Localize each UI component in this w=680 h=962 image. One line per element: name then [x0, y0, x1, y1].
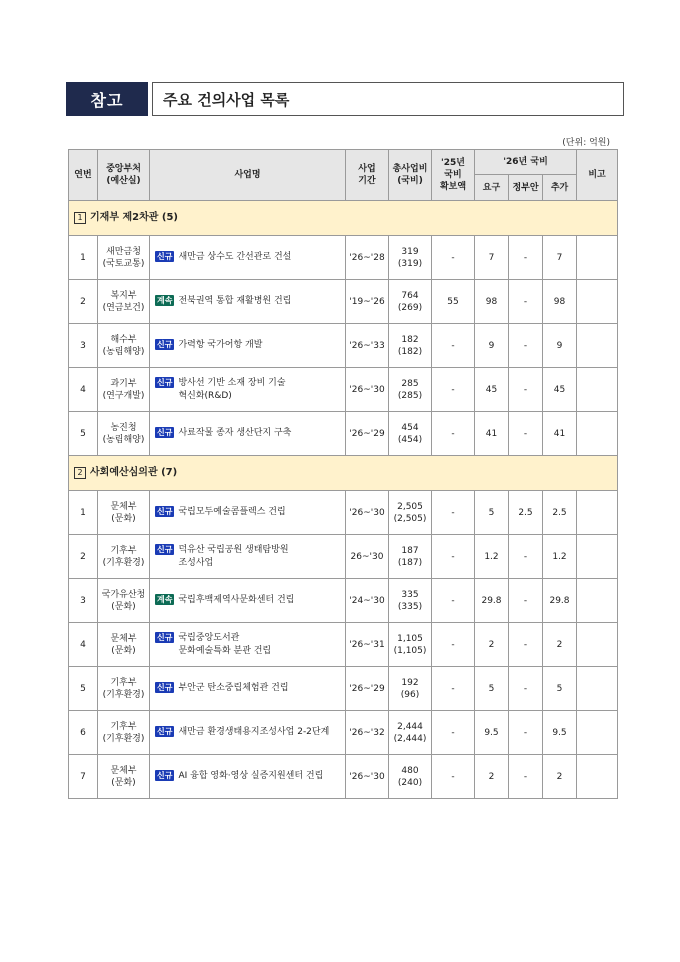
- col-no: 연번: [69, 150, 98, 201]
- cell-no: 6: [69, 711, 98, 755]
- cell-y26-req: 5: [475, 491, 509, 535]
- cell-y25: -: [432, 491, 475, 535]
- table-row: [69, 236, 618, 280]
- cell-y25: -: [432, 236, 475, 280]
- project-status-badge: 신규: [157, 252, 173, 261]
- project-table: [68, 149, 618, 799]
- table-row: [69, 711, 618, 755]
- project-status-badge: 신규: [157, 377, 173, 387]
- cell-note: [577, 368, 618, 412]
- cell-note: [577, 667, 618, 711]
- cell-y26-add: 7: [543, 236, 577, 280]
- project-name: 전북권역 통합 재활병원 건립: [178, 296, 292, 306]
- cell-note: [577, 755, 618, 799]
- table-row: [69, 579, 618, 623]
- cell-y26-add: 1.2: [543, 535, 577, 579]
- cell-ministry: 복지부 (연금보건): [98, 280, 150, 324]
- project-status-badge: 신규: [157, 507, 173, 516]
- cell-y26-req: 45: [475, 368, 509, 412]
- cell-ministry: 농진청 (농림해양): [98, 412, 150, 456]
- cell-no: 2: [69, 535, 98, 579]
- project-status-badge: 계속: [157, 296, 173, 305]
- cell-period: '26~'30: [346, 755, 389, 799]
- cell-total: 454 (454): [389, 412, 432, 456]
- cell-note: [577, 236, 618, 280]
- section-title-cell: [69, 201, 618, 236]
- cell-no: 7: [69, 755, 98, 799]
- cell-y26-req: 2: [475, 755, 509, 799]
- cell-ministry: 기후부 (기후환경): [98, 711, 150, 755]
- cell-total: 192 (96): [389, 667, 432, 711]
- cell-ministry: 해수부 (농림해양): [98, 324, 150, 368]
- reference-tag: 참고: [66, 82, 148, 116]
- cell-period: '26~'28: [346, 236, 389, 280]
- cell-y26-add: 2: [543, 623, 577, 667]
- cell-y26-gov: 2.5: [509, 491, 543, 535]
- cell-name: [150, 368, 346, 412]
- cell-y26-req: 29.8: [475, 579, 509, 623]
- cell-y25: -: [432, 579, 475, 623]
- table-row: [69, 491, 618, 535]
- cell-y26-add: 2.5: [543, 491, 577, 535]
- project-name: 사료작물 종자 생산단지 구축: [178, 428, 292, 438]
- document-header: [66, 82, 624, 116]
- cell-y26-req: 98: [475, 280, 509, 324]
- cell-period: '26~'33: [346, 324, 389, 368]
- cell-y26-add: 45: [543, 368, 577, 412]
- cell-period: '26~'30: [346, 491, 389, 535]
- cell-y25: -: [432, 535, 475, 579]
- cell-name: [150, 535, 346, 579]
- cell-note: [577, 535, 618, 579]
- project-name-line2: 조성사업: [178, 557, 214, 568]
- cell-name: [150, 324, 346, 368]
- cell-y26-req: 41: [475, 412, 509, 456]
- col-note: 비고: [577, 150, 618, 201]
- project-name: AI 융합 영화·영상 실증지원센터 건립: [178, 771, 324, 781]
- cell-total: 182 (182): [389, 324, 432, 368]
- project-status-badge: 신규: [157, 632, 173, 642]
- cell-no: 5: [69, 667, 98, 711]
- project-name: 새만금 상수도 간선관로 건설: [178, 252, 292, 262]
- cell-y26-gov: -: [509, 623, 543, 667]
- cell-y26-req: 9.5: [475, 711, 509, 755]
- cell-y26-add: 9.5: [543, 711, 577, 755]
- cell-name: [150, 491, 346, 535]
- project-name: 국립모두예술콤플렉스 건립: [178, 507, 286, 517]
- project-name: 방사선 기반 소재 장비 기술: [178, 377, 286, 388]
- col-y26: '26년 국비: [475, 150, 577, 175]
- cell-y26-req: 5: [475, 667, 509, 711]
- section-row: [69, 456, 618, 491]
- cell-name: [150, 579, 346, 623]
- table-row: [69, 623, 618, 667]
- cell-period: '26~'29: [346, 412, 389, 456]
- cell-ministry: 기후부 (기후환경): [98, 667, 150, 711]
- cell-total: 764 (269): [389, 280, 432, 324]
- cell-y26-add: 98: [543, 280, 577, 324]
- cell-period: '26~'31: [346, 623, 389, 667]
- cell-total: 2,505 (2,505): [389, 491, 432, 535]
- cell-note: [577, 623, 618, 667]
- table-row: [69, 412, 618, 456]
- cell-note: [577, 412, 618, 456]
- cell-y26-gov: -: [509, 755, 543, 799]
- cell-period: '26~'32: [346, 711, 389, 755]
- project-status-badge: 신규: [157, 727, 173, 736]
- cell-total: 2,444 (2,444): [389, 711, 432, 755]
- cell-y26-gov: -: [509, 535, 543, 579]
- project-name: 덕유산 국립공원 생태탐방원: [178, 544, 289, 555]
- cell-name: [150, 280, 346, 324]
- project-status-badge: 신규: [157, 340, 173, 349]
- cell-y25: -: [432, 368, 475, 412]
- cell-ministry: 과기부 (연구개발): [98, 368, 150, 412]
- cell-period: '24~'30: [346, 579, 389, 623]
- project-name-line2: 문화예술특화 분관 건립: [178, 645, 272, 656]
- cell-y25: -: [432, 755, 475, 799]
- cell-y26-add: 9: [543, 324, 577, 368]
- cell-no: 3: [69, 324, 98, 368]
- table-row: [69, 755, 618, 799]
- col-ministry: 중앙부처 (예산실): [98, 150, 150, 201]
- cell-period: '26~'30: [346, 368, 389, 412]
- cell-y26-req: 9: [475, 324, 509, 368]
- project-name: 부안군 탄소중립체험관 건립: [178, 683, 289, 693]
- cell-y26-add: 41: [543, 412, 577, 456]
- cell-no: 5: [69, 412, 98, 456]
- cell-note: [577, 280, 618, 324]
- cell-y26-gov: -: [509, 667, 543, 711]
- table-row: [69, 368, 618, 412]
- cell-ministry: 문체부 (문화): [98, 623, 150, 667]
- cell-no: 1: [69, 236, 98, 280]
- cell-total: 335 (335): [389, 579, 432, 623]
- project-name: 국립후백제역사문화센터 건립: [178, 595, 295, 605]
- col-period: 사업 기간: [346, 150, 389, 201]
- cell-y26-add: 2: [543, 755, 577, 799]
- project-name: 새만금 환경생태용지조성사업 2-2단계: [178, 727, 330, 737]
- section-number: 1: [74, 212, 86, 224]
- section-title-cell: [69, 456, 618, 491]
- cell-ministry: 문체부 (문화): [98, 491, 150, 535]
- cell-y26-gov: -: [509, 236, 543, 280]
- cell-y26-gov: -: [509, 711, 543, 755]
- cell-period: '19~'26: [346, 280, 389, 324]
- project-status-badge: 신규: [157, 428, 173, 437]
- cell-y26-req: 1.2: [475, 535, 509, 579]
- cell-name: [150, 711, 346, 755]
- cell-y25: -: [432, 412, 475, 456]
- cell-ministry: 새만금청 (국토교통): [98, 236, 150, 280]
- cell-no: 1: [69, 491, 98, 535]
- cell-y26-req: 7: [475, 236, 509, 280]
- cell-name: [150, 236, 346, 280]
- cell-ministry: 기후부 (기후환경): [98, 535, 150, 579]
- cell-y25: -: [432, 711, 475, 755]
- table-row: [69, 667, 618, 711]
- cell-note: [577, 711, 618, 755]
- col-total: 총사업비 (국비): [389, 150, 432, 201]
- cell-ministry: 국가유산청 (문화): [98, 579, 150, 623]
- cell-y26-gov: -: [509, 412, 543, 456]
- page-title: 주요 건의사업 목록: [152, 82, 624, 116]
- cell-total: 1,105 (1,105): [389, 623, 432, 667]
- cell-total: 187 (187): [389, 535, 432, 579]
- project-status-badge: 신규: [157, 683, 173, 692]
- header-row: [69, 150, 618, 175]
- cell-y25: -: [432, 324, 475, 368]
- cell-total: 319 (319): [389, 236, 432, 280]
- section-number: 2: [74, 467, 86, 479]
- col-y26-gov: 정부안: [509, 175, 543, 201]
- cell-no: 4: [69, 368, 98, 412]
- cell-y26-gov: -: [509, 280, 543, 324]
- project-status-badge: 신규: [157, 771, 173, 780]
- table-row: [69, 280, 618, 324]
- table-body: [69, 201, 618, 799]
- table-row: [69, 535, 618, 579]
- cell-name: [150, 412, 346, 456]
- col-y26-add: 추가: [543, 175, 577, 201]
- cell-ministry: 문체부 (문화): [98, 755, 150, 799]
- project-name: 가력항 국가어항 개발: [178, 340, 263, 350]
- cell-y26-add: 5: [543, 667, 577, 711]
- cell-y26-req: 2: [475, 623, 509, 667]
- section-title: 기재부 제2차관 (5): [90, 212, 178, 223]
- cell-y26-gov: -: [509, 368, 543, 412]
- cell-total: 480 (240): [389, 755, 432, 799]
- cell-name: [150, 623, 346, 667]
- cell-y26-add: 29.8: [543, 579, 577, 623]
- col-name: 사업명: [150, 150, 346, 201]
- unit-label: (단위: 억원): [562, 138, 610, 148]
- cell-period: '26~'29: [346, 667, 389, 711]
- project-status-badge: 계속: [157, 595, 173, 604]
- cell-name: [150, 755, 346, 799]
- cell-note: [577, 491, 618, 535]
- cell-y25: 55: [432, 280, 475, 324]
- cell-no: 4: [69, 623, 98, 667]
- section-title: 사회예산심의관 (7): [90, 467, 178, 478]
- table-row: [69, 324, 618, 368]
- project-status-badge: 신규: [157, 544, 173, 554]
- cell-no: 3: [69, 579, 98, 623]
- col-y25: '25년 국비 확보액: [432, 150, 475, 201]
- cell-note: [577, 324, 618, 368]
- cell-y26-gov: -: [509, 324, 543, 368]
- cell-total: 285 (285): [389, 368, 432, 412]
- project-name: 국립중앙도서관: [178, 632, 240, 643]
- project-name-line2: 혁신화(R&D): [178, 390, 232, 401]
- cell-y25: -: [432, 623, 475, 667]
- cell-y26-gov: -: [509, 579, 543, 623]
- section-row: [69, 201, 618, 236]
- cell-y25: -: [432, 667, 475, 711]
- col-y26-req: 요구: [475, 175, 509, 201]
- cell-note: [577, 579, 618, 623]
- cell-name: [150, 667, 346, 711]
- cell-period: 26~'30: [346, 535, 389, 579]
- cell-no: 2: [69, 280, 98, 324]
